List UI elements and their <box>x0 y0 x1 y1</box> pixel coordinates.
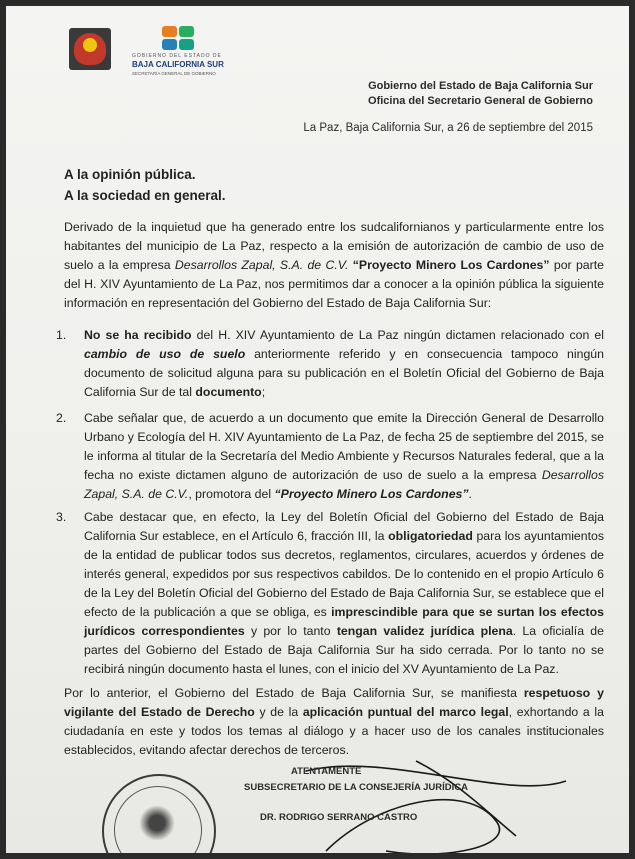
crest-sun-icon <box>83 38 97 52</box>
item-number: 3. <box>56 510 67 524</box>
document-page <box>6 6 629 853</box>
signatory-name: DR. RODRIGO SERRANO CASTRO <box>260 812 418 823</box>
logo-subtitle: SECRETARÍA GENERAL DE GOBIERNO <box>132 71 216 76</box>
handwritten-signature <box>266 741 596 853</box>
logo-name: BAJA CALIFORNIA SUR <box>132 60 224 69</box>
intro-paragraph: Derivado de la inquietud que ha generado entre los sudcalifornianos y particularmente entre los habitantes del municipio de La Paz, respecto a la emisión de autorización de cambio de uso de suelo a la empresa Desarrollos Zapal, S.A. de C.V. “Proyecto Minero Los Cardones” por parte del H. XIV Ayuntamiento de La Paz, nos permitimos dar a conocer a la opinión pública la siguiente información en representación del Gobierno del Estado de Baja California Sur: <box>64 220 604 310</box>
item-number: 1. <box>56 328 67 342</box>
logo-small-text: GOBIERNO DEL ESTADO DE <box>132 53 222 59</box>
signatory-title: SUBSECRETARIO DE LA CONSEJERÍA JURÍDICA <box>244 782 468 793</box>
state-crest-logo <box>69 28 111 70</box>
salutation-line-1: A la opinión pública. <box>64 167 196 182</box>
signature-attentively: ATENTAMENTE <box>291 766 362 777</box>
salutation-line-2: A la sociedad en general. <box>64 188 226 203</box>
bcs-logo-mark-icon <box>162 26 196 50</box>
header-line-2: Oficina del Secretario General de Gobierno <box>368 95 593 107</box>
item-number: 2. <box>56 411 67 425</box>
official-seal <box>102 774 216 853</box>
eagle-emblem-icon <box>138 806 176 840</box>
document-date: La Paz, Baja California Sur, a 26 de septiembre del 2015 <box>303 122 593 134</box>
bcs-government-logo <box>132 24 232 84</box>
header-line-1: Gobierno del Estado de Baja California Sur <box>368 80 593 92</box>
list-item-2: 2. Cabe señalar que, de acuerdo a un documento que emite la Dirección General de Desarrollo Urbano y Ecología del H. XIV Ayuntamiento de La Paz, de fecha 25 de septiembre del 2015, se le informa al titular de la Secretaría del Medio Ambiente y Recursos Naturales federal, que a la fecha no existe dictamen alguno de autorización de uso de suelo a la empresa Desarrollos Zapal, S.A. de C.V., promotora del “Proyecto Minero Los Cardones”. <box>56 411 604 501</box>
list-item-3: 3. Cabe destacar que, en efecto, la Ley del Boletín Oficial del Gobierno del Estado de Baja California Sur establece, en el Artículo 6, fracción III, la obligatoriedad para los ayuntamientos de la entidad de publicar todos sus decretos, reglamentos, circulares, acuerdos y órdenes de interés general, expedidos por sus respectivos cabildos. De lo contenido en el propio Artículo 6 de la Ley del Boletín Oficial del Gobierno del Estado de Baja California Sur, se establece que el efecto de la publicación a que se obliga, es imprescindible para que se surtan los efectos jurídicos correspondientes y por lo tanto tengan validez jurídica plena. La oficialía de partes del Gobierno del Estado de Baja California Sur ha sido cerrada. Por lo tanto no se recibirá ningún documento hasta el lunes, con el inicio del XV Ayuntamiento de La Paz. <box>56 510 605 676</box>
closing-paragraph: Por lo anterior, el Gobierno del Estado de Baja California Sur, se manifiesta respetuoso y vigilante del Estado de Derecho y de la aplicación puntual del marco legal, exhortando a la ciudadanía en este y todos los temas al diálogo y a hacer uso de los canales institucionales establecidos, evitando afectar derechos de terceros. <box>64 686 604 757</box>
list-item-1: 1. No se ha recibido del H. XIV Ayuntamiento de La Paz ningún dictamen relacionado con el cambio de uso de suelo anteriormente referido y en consecuencia tampoco ningún documento de solicitud alguna para su publicación en el Boletín Oficial del Gobierno de Baja California Sur de tal documento; <box>56 328 604 399</box>
